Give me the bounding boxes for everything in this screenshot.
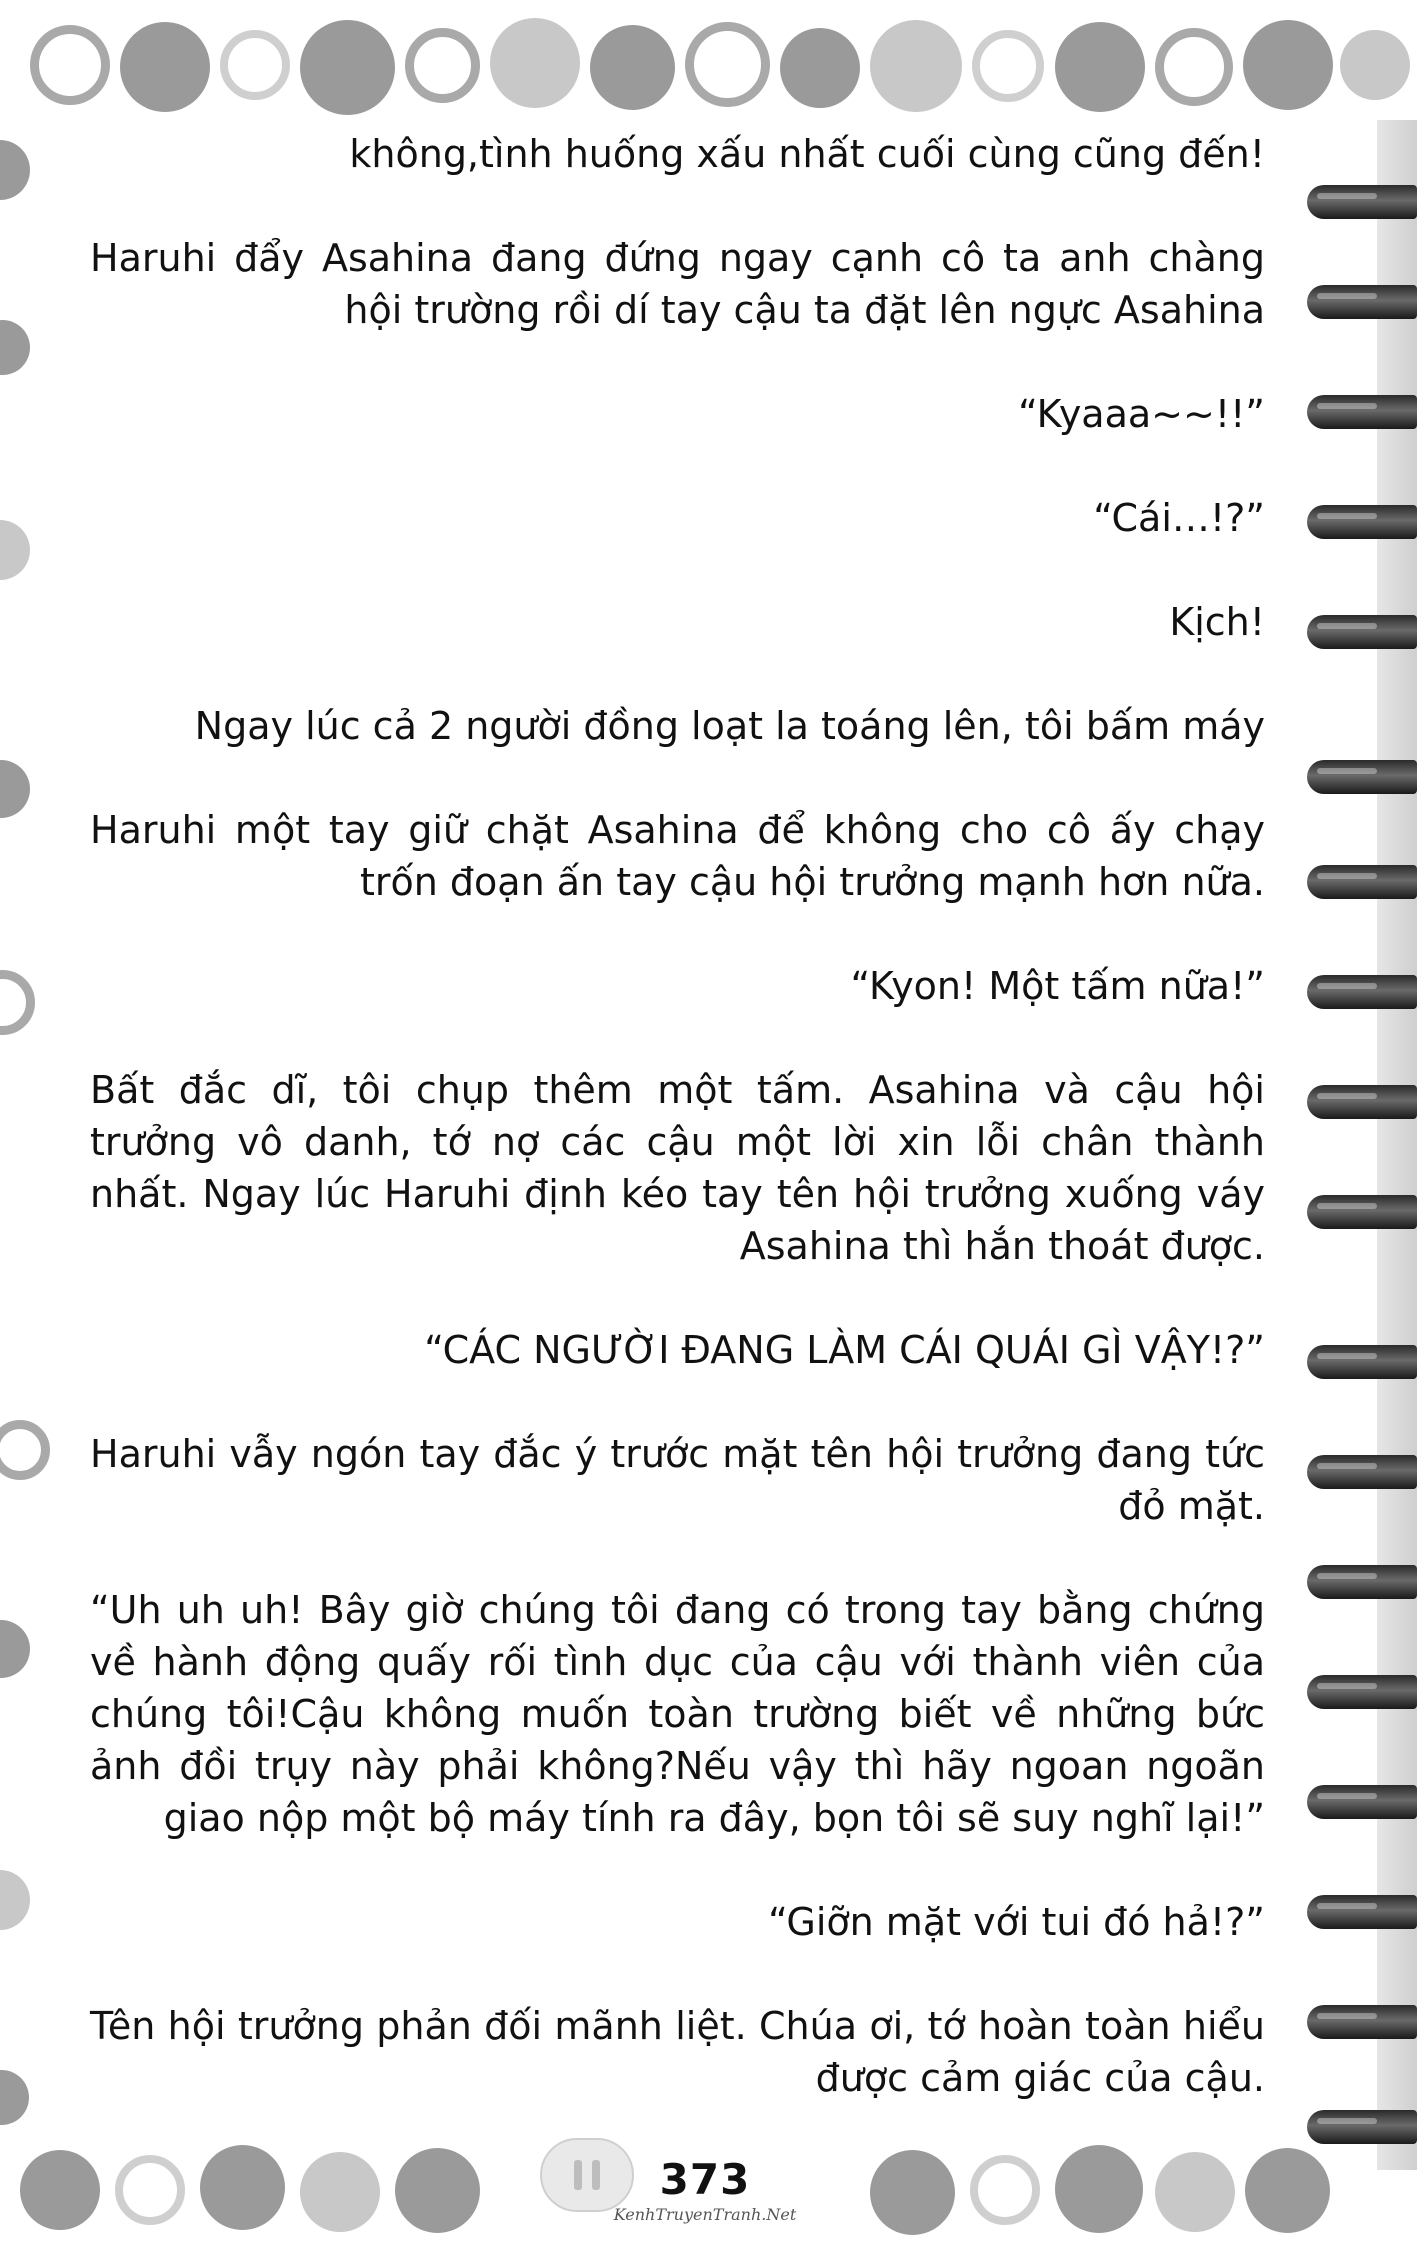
spiral-ring — [1307, 1455, 1417, 1489]
decor-ring — [30, 25, 110, 105]
decor-dot — [1340, 30, 1410, 100]
paragraph: Kịch! — [1169, 600, 1265, 644]
decor-dot — [1055, 22, 1145, 112]
spiral-ring — [1307, 1195, 1417, 1229]
decor-ring — [972, 30, 1044, 102]
decor-dot — [1055, 2145, 1143, 2233]
paragraph: “CÁC NGƯỜI ĐANG LÀM CÁI QUÁI GÌ VẬY!?” — [424, 1328, 1265, 1372]
decor-dot — [0, 760, 30, 818]
pause-icon — [540, 2138, 634, 2212]
paragraph: Haruhi đẩy Asahina đang đứng ngay cạnh cô ta anh chàng hội trường rồi dí tay cậu ta đặt lên ngực Asahina — [90, 236, 1265, 332]
spiral-binding — [1292, 120, 1417, 2170]
paragraph: “Cái…!?” — [1093, 496, 1265, 540]
spiral-ring — [1307, 1565, 1417, 1599]
paragraph: không,tình huống xấu nhất cuối cùng cũng đến! — [349, 132, 1265, 176]
decor-dot — [0, 320, 30, 375]
spiral-ring — [1307, 1675, 1417, 1709]
decor-dot — [1243, 20, 1333, 110]
decor-dot — [300, 20, 395, 115]
top-dot-decoration — [0, 0, 1417, 135]
decor-dot — [200, 2145, 285, 2230]
decor-ring — [115, 2155, 185, 2225]
spiral-ring — [1307, 285, 1417, 319]
decor-ring — [220, 30, 290, 100]
spiral-ring — [1307, 1785, 1417, 1819]
page-number: 373 — [659, 2155, 751, 2204]
decor-dot — [490, 18, 580, 108]
spiral-ring — [1307, 505, 1417, 539]
decor-dot — [120, 22, 210, 112]
decor-dot — [20, 2150, 100, 2230]
decor-ring — [0, 970, 35, 1035]
decor-ring — [685, 22, 770, 107]
decor-dot — [870, 20, 962, 112]
decor-dot — [870, 2150, 955, 2235]
paragraph: “Kyon! Một tấm nữa!” — [850, 964, 1265, 1008]
decor-ring — [0, 1420, 50, 1480]
decor-dot — [780, 28, 860, 108]
spiral-ring — [1307, 760, 1417, 794]
decor-dot — [1155, 2152, 1235, 2232]
spiral-ring — [1307, 2005, 1417, 2039]
decor-dot — [590, 25, 675, 110]
decor-dot — [0, 140, 30, 200]
paragraph: Bất đắc dĩ, tôi chụp thêm một tấm. Asahina và cậu hội trưởng vô danh, tớ nợ các cậu một lời xin lỗi chân thành nhất. Ngay lúc Haruhi định kéo tay tên hội trưởng xuống váy Asahina thì hắn thoát được. — [90, 1068, 1265, 1268]
paragraph: “Uh uh uh! Bây giờ chúng tôi đang có trong tay bằng chứng về hành động quấy rối tình dục của cậu với thành viên của chúng tôi!Cậu không muốn toàn trường biết về những bức ảnh đồi trụy này phải không?Nếu vậy thì hãy ngoan ngoãn giao nộp một bộ máy tính ra đây, bọn tôi sẽ suy nghĩ lại!” — [90, 1588, 1265, 1840]
spiral-ring — [1307, 975, 1417, 1009]
decor-dot — [0, 2070, 29, 2125]
text-body — [90, 128, 1265, 2156]
spiral-ring — [1307, 1085, 1417, 1119]
decor-dot — [1245, 2148, 1330, 2233]
spiral-ring — [1307, 1345, 1417, 1379]
paragraph: “Giỡn mặt với tui đó hả!?” — [768, 1900, 1265, 1944]
decor-ring — [405, 28, 480, 103]
decor-ring — [970, 2155, 1040, 2225]
watermark: KenhTruyenTranh.Net — [613, 2205, 797, 2224]
paragraph: Tên hội trưởng phản đối mãnh liệt. Chúa ơi, tớ hoàn toàn hiểu được cảm giác của cậu. — [90, 2004, 1265, 2100]
spiral-ring — [1307, 615, 1417, 649]
decor-dot — [0, 1870, 30, 1930]
decor-dot — [300, 2152, 380, 2232]
paragraph: Haruhi vẫy ngón tay đắc ý trước mặt tên hội trưởng đang tức đỏ mặt. — [90, 1432, 1265, 1528]
decor-dot — [395, 2148, 480, 2233]
spiral-ring — [1307, 395, 1417, 429]
paragraph: “Kyaaa~~!!” — [1018, 392, 1265, 436]
paragraph: Ngay lúc cả 2 người đồng loạt la toáng lên, tôi bấm máy — [194, 704, 1265, 748]
decor-dot — [0, 1620, 30, 1678]
left-dot-decoration — [0, 120, 40, 2170]
decor-dot — [0, 520, 30, 580]
spiral-ring — [1307, 1895, 1417, 1929]
paragraph: Haruhi một tay giữ chặt Asahina để không cho cô ấy chạy trốn đoạn ấn tay cậu hội trưởng mạnh hơn nữa. — [90, 808, 1265, 904]
decor-ring — [1155, 28, 1233, 106]
spiral-ring — [1307, 185, 1417, 219]
spiral-ring — [1307, 865, 1417, 899]
